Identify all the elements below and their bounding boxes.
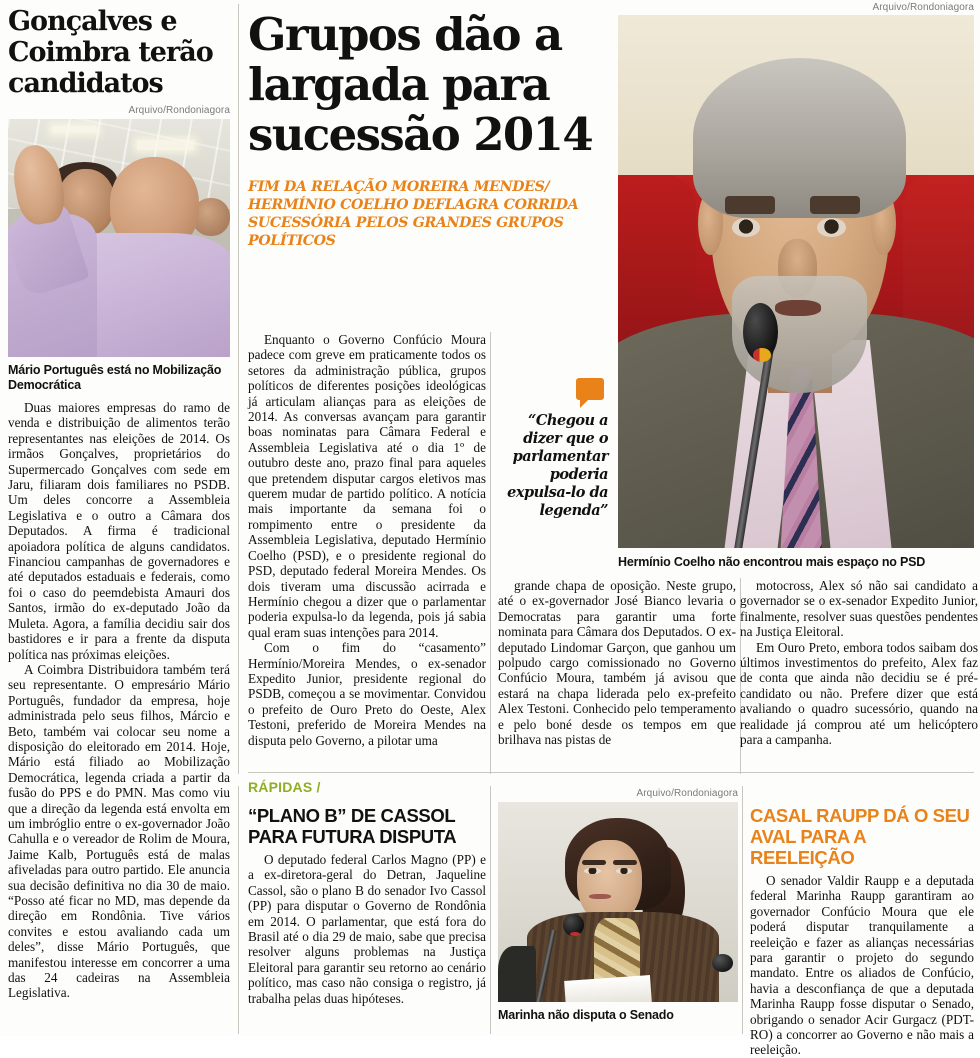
left-paragraph-2: A Coimbra Distribuidora também terá seu representante. O empresário Mário Português, fundador da empresa, hoje administrada pelo seus filhos, Márcio e Beto, também vai colocar seu nome a disposição do eleitorado em 2014. Hoje, Mário está filiado ao Mobilização Democrática, legenda criada a partir da fusão do PPS e do PMN. Mas como viu que a direção da legenda está envolta em um imbróglio entre o ex-governador João Cahulla e o vereador de Rolim de Moura, Jaime Kalb, Português está de malas afiveladas para outro partido. Ele anuncia sua decisão definitiva no dia 30 de maio. “Posso até ficar no MD, mas depende da direção em Rondônia. Tive vários convites e estou avaliando cada um deles”, disse Mário Português, que manifestou interesse em concorrer a uma das 24 cadeiras na Assembleia Legislativa. xyxy=(8,661,230,1001)
left-photo-caption: Mário Português está no Mobilização Democrática xyxy=(8,363,222,392)
rapidas-story-1-text: O deputado federal Carlos Magno (PP) e a ex-diretora-geral do Detran, Jaqueline Cassol, são o plano B do senador Ivo Cassol (PP) para disputar o Governo de Rondônia em 2014. O parlamentar, que está fora do Brasil até o dia 29 de maio, sabe que precisa resolver alguns problemas na Justiça Eleitoral para garantir seu retorno ao cenário político, mas caso não consiga o registro, já trabalha pelas duas hipóteses. xyxy=(248,852,486,1006)
bottom-photo-marinha-raupp xyxy=(498,802,738,1002)
main-photo-herminio-coelho xyxy=(618,15,974,548)
pull-quote xyxy=(498,378,608,520)
rapidas-photo-block xyxy=(498,788,738,1023)
main-headline-block xyxy=(248,10,620,250)
main-story-column-1 xyxy=(248,332,486,748)
bottom-photo-caption: Marinha não disputa o Senado xyxy=(498,1008,674,1022)
bottom-photo-credit: Arquivo/Rondoniagora xyxy=(636,788,738,799)
main-paragraph-3: grande chapa de oposição. Neste grupo, até o ex-governador José Bianco levaria o Democratas para garantir uma forte nominata para Câmara dos Deputados. O ex-deputado Lindomar Garçon, que ganhou um polpudo cargo comissionado no Governo Confúcio Moura, também já avisou que estará na chapa liderada pelo ex-prefeito Alex Testoni. Conhecido pelo temperamento e pelo boné desde os tempos em que brilhava nas pistas de xyxy=(498,578,736,748)
column-divider-2 xyxy=(490,332,491,774)
section-divider-rapidas xyxy=(248,772,974,773)
column-divider-4 xyxy=(238,786,239,1034)
rapidas-story-1-headline: “PLANO B” DE CASSOL PARA FUTURA DISPUTA xyxy=(248,805,457,847)
rapidas-story-cassol xyxy=(248,805,486,1006)
main-paragraph-1: Enquanto o Governo Confúcio Moura padece com greve em praticamente todos os setores da administração pública, grupos políticos de diferentes posições ideológicas já articulam alianças para as eleições de 2014. As conversas avançam para garantir boas nominatas para Câmara Federal e Assembleia Legislativa até o dia 1º de outubro deste ano, prazo final para aqueles que pretendem disputar cargos eletivos mas querem mudar de partido político. A notícia mais importante da semana foi o rompimento entre o presidente da Assembleia Legislativa, deputado Hermínio Coelho (PSD), e o presidente regional do PSD, deputado federal Moreira Mendes. Os dois tiveram uma discussão acirrada e Hermínio chegou a dizer que o parlamentar poderia expulsa-lo da legenda, pois já sabia qual eram suas intenções para 2014. xyxy=(248,332,486,640)
main-headline: Grupos dão a largada para sucessão 2014 xyxy=(248,8,593,161)
rapidas-story-3-text: O senador Valdir Raupp e a deputada federal Marinha Raupp garantiram ao governador Confúcio Moura que ele poderá disputar tranquilamente a reeleição e fazer as alianças necessárias para garantir o projeto do segundo mandato. Entre os aliados de Confúcio, havia a desconfiança de que a deputada Marinha Raupp fosse disputar o Senado, obrigando o senador Acir Gurgacz (PDT-RO) a concorrer ao Governo e não mais a reeleição. xyxy=(750,873,974,1058)
pull-quote-text: “Chegou a dizer que o parlamentar poderia expulsa-lo da legenda” xyxy=(507,412,608,519)
left-photo-credit: Arquivo/Rondoniagora xyxy=(128,105,230,116)
main-photo-block xyxy=(618,2,974,570)
main-story-column-3 xyxy=(740,578,978,747)
column-divider-6 xyxy=(742,786,743,1034)
speech-bubble-icon xyxy=(576,378,604,400)
column-divider-5 xyxy=(490,786,491,1034)
column-divider-1 xyxy=(238,4,239,774)
left-photo-mario-portugues xyxy=(8,119,230,357)
rapidas-section-label: RÁPIDAS / xyxy=(248,779,321,795)
rapidas-story-3-headline: CASAL RAUPP DÁ O SEU AVAL PARA A REELEIÇÃO xyxy=(750,805,970,868)
main-story-column-2 xyxy=(498,578,736,747)
main-photo-credit: Arquivo/Rondoniagora xyxy=(872,2,974,13)
rapidas-story-raupp xyxy=(750,805,974,1058)
main-paragraph-2: Com o fim do “casamento” Hermínio/Moreira Mendes, o ex-senador Expedito Junior, presidente regional do PSDB, começou a se movimentar. Convidou o prefeito de Ouro Preto do Oeste, Alex Testoni, preferido de Moreira Mendes na disputa pelo Governo, a pilotar uma xyxy=(248,640,486,748)
left-headline: Gonçalves e Coimbra terão candidatos xyxy=(8,6,213,99)
main-paragraph-4: motocross, Alex só não sai candidato a governador se o ex-senador Expedito Junior, finalmente, resolver suas questões pendentes na Justiça Eleitoral. xyxy=(740,578,978,640)
main-paragraph-5: Em Ouro Preto, embora todos saibam dos últimos investimentos do prefeito, Alex faz de conta que ainda não decidiu se é pré-candidato ou não. Prefere dizer que está avaliando o quadro sucessório, quando na realidade já comprou até um helicóptero para a campanha. xyxy=(740,639,978,748)
main-kicker: FIM DA RELAÇÃO MOREIRA MENDES/ HERMÍNIO COELHO DEFLAGRA CORRIDA SUCESSÓRIA PELOS GRANDES GRUPOS POLÍTICOS xyxy=(248,179,579,249)
left-paragraph-1: Duas maiores empresas do ramo de venda e distribuição de alimentos terão representantes nas eleições de 2014. Os irmãos Gonçalves, proprietários do Supermercado Gonçalves com sede em Jaru, filiaram dois familiares no PSDB. Um deles concorre a Assembleia Legislativa e o outro a Câmara dos Deputados. A firma é tradicional apoiadora política de alguns candidatos. Financiou campanhas de governadores e até deputados estaduais e federais, como foi o caso do peemdebista Amauri dos Santos, irmão do ex-deputado João da Muleta. Agora, a família decidiu sair dos bastidores e ir para a frente da disputa política nas próximas eleições. xyxy=(8,400,230,662)
left-column xyxy=(8,6,230,1001)
main-photo-caption: Hermínio Coelho não encontrou mais espaço no PSD xyxy=(618,555,926,569)
